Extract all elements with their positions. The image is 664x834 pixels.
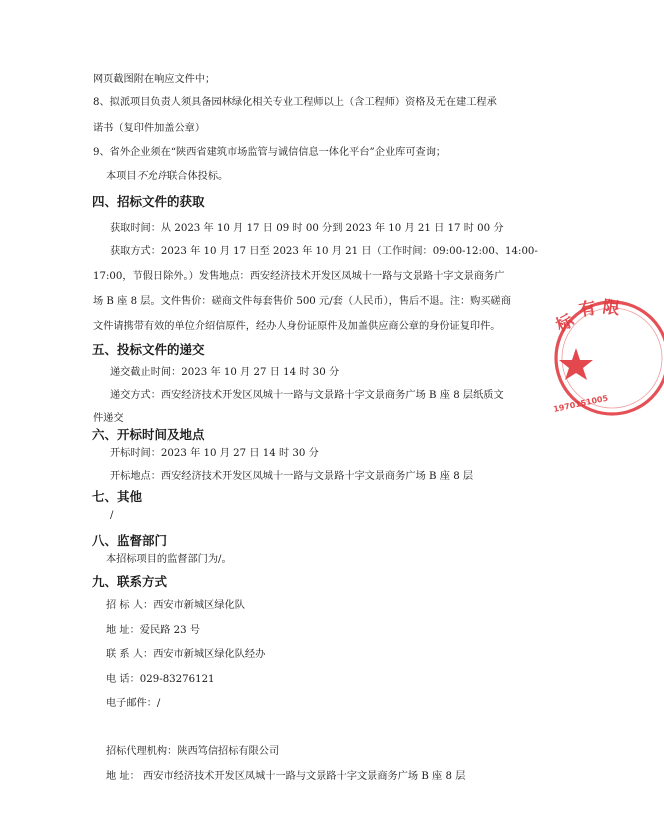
contact-line: 招标代理机构：陕西笃信招标有限公司	[106, 746, 280, 757]
contact-line: 电子邮件：/	[106, 698, 161, 709]
text-span: 本项目	[106, 171, 137, 182]
text-line: 递交方式：西安经济技术开发区凤城十一路与文景路十字文景商务广场 B 座 8 层纸质文	[110, 390, 504, 401]
text-line: 场 B 座 8 层。文件售价：磋商文件每套售价 500 元/套（人民币），售后不退。注：购买磋商	[93, 296, 511, 307]
contact-line: 联 系 人：西安市新城区绿化队经办	[106, 649, 266, 660]
section-heading-6: 六、开标时间及地点	[92, 427, 205, 442]
text-line: 诺书（复印件加盖公章）	[93, 123, 206, 134]
text-line	[106, 170, 228, 184]
contact-line: 电 话：029-83276121	[106, 674, 215, 685]
text-line: 网页截图附在响应文件中；	[93, 74, 216, 85]
text-line: 17:00，节假日除外。）发售地点：西安经济技术开发区凤城十一路与文景路十字文景商务广	[93, 271, 505, 282]
text-line: /	[110, 510, 114, 521]
text-line: 8、拟派项目负责人须具备园林绿化相关专业工程师以上（含工程师）资格及无在建工程承	[93, 97, 497, 108]
text-line: 开标时间：2023 年 10 月 27 日 14 时 30 分	[110, 448, 319, 459]
svg-text:标: 标	[552, 310, 578, 337]
text-line: 递交截止时间：2023 年 10 月 27 日 14 时 30 分	[110, 367, 340, 378]
text-span: 联合体投标。	[167, 171, 229, 182]
section-heading-7: 七、其他	[92, 489, 143, 504]
text-line: 本招标项目的监督部门为/。	[106, 554, 232, 565]
text-line: 件递交	[93, 413, 124, 424]
svg-text:1970151005: 1970151005	[552, 393, 609, 414]
svg-text:限: 限	[601, 297, 621, 320]
company-seal	[552, 292, 664, 422]
section-heading-5: 五、投标文件的递交	[92, 342, 205, 357]
text-line: 开标地点：西安经济技术开发区凤城十一路与文景路十字文景商务广场 B 座 8 层	[110, 471, 474, 482]
svg-text:有: 有	[577, 298, 598, 321]
emphasis-text: 不允许	[136, 171, 168, 182]
section-heading-8: 八、监督部门	[92, 533, 168, 548]
text-line: 获取方式：2023 年 10 月 17 日至 2023 年 10 月 21 日（工作时间：09:00-12:00、14:00-	[110, 246, 538, 257]
contact-line: 地 址：爱民路 23 号	[106, 625, 200, 636]
text-line: 获取时间：从 2023 年 10 月 17 日 09 时 00 分到 2023 年 10 月 21 日 17 时 00 分	[110, 223, 504, 234]
text-line: 文件请携带有效的单位介绍信原件，经办人身份证原件及加盖供应商公章的身份证复印件。	[93, 321, 501, 332]
contact-line: 地 址： 西安市经济技术开发区凤城十一路与文景路十字文景商务广场 B 座 8 层	[106, 771, 466, 782]
contact-line: 招 标 人：西安市新城区绿化队	[106, 600, 245, 611]
section-heading-9: 九、联系方式	[92, 574, 168, 589]
text-line: 9、省外企业须在“陕西省建筑市场监管与诚信信息一体化平台”企业库可查询；	[93, 147, 447, 158]
section-heading-4: 四、招标文件的获取	[92, 194, 205, 209]
